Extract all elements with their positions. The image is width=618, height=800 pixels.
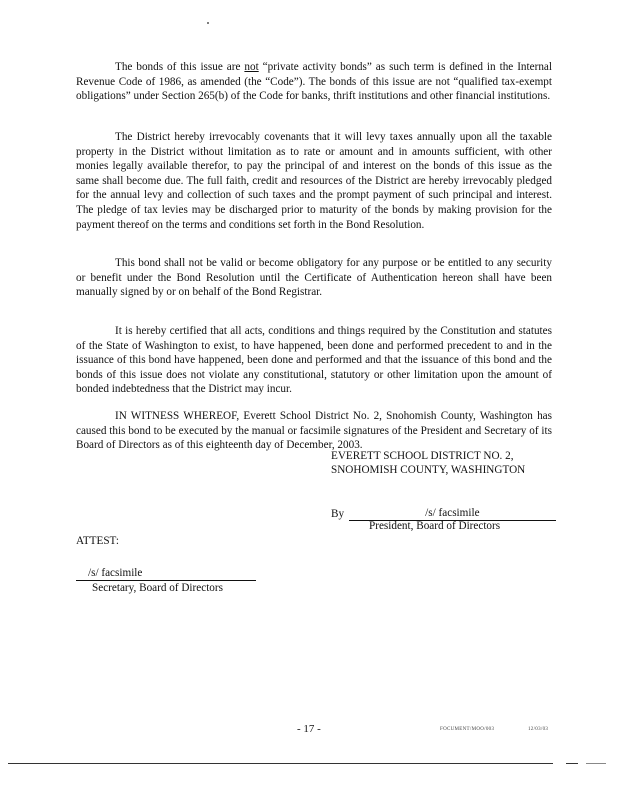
paragraph-private-activity-bonds bbox=[76, 60, 552, 104]
issuer-name-line-1: EVERETT SCHOOL DISTRICT NO. 2, bbox=[331, 450, 514, 462]
secretary-signature-row bbox=[76, 566, 256, 581]
scan-bottom-rule-fragment bbox=[566, 763, 578, 764]
paragraph-text: It is hereby certified that all acts, conditions and things required by the Constitution and statutes of the State of Washington to exist, to have happened, been done and performed precedent to and in the issuance of this bond have happened, been done and performed and that the issuance of this bond and the bonds of this issue does not violate any constitutional, statutory or other limitation upon the amount of bonded indebtedness that the District may incur. bbox=[76, 325, 552, 396]
paragraph-in-witness bbox=[76, 409, 552, 453]
secretary-signature-line bbox=[76, 566, 256, 581]
by-label: By bbox=[331, 508, 345, 520]
attest-label: ATTEST: bbox=[76, 535, 119, 547]
paragraph-validity bbox=[76, 256, 552, 300]
paragraph-text: The bonds of this issue are bbox=[115, 61, 245, 73]
underlined-word: not bbox=[244, 61, 259, 73]
paragraph-certification bbox=[76, 324, 552, 397]
paragraph-tax-covenant bbox=[76, 130, 552, 232]
paragraph-text: IN WITNESS WHEREOF, Everett School District No. 2, Snohomish County, Washington has caused this bond to be executed by the manual or facsimile signatures of the President and Secretary of its Board of Directors as of this eighteenth day of December, 2003. bbox=[76, 410, 552, 452]
scan-bottom-rule-fragment bbox=[586, 763, 606, 764]
document-date-code: 12/03/03 bbox=[528, 727, 549, 732]
scan-bottom-rule bbox=[8, 763, 553, 764]
scan-speck bbox=[207, 22, 209, 24]
paragraph-text: “private activity bonds” as such term is defined in the Internal Revenue Code of 1986, as amended (the “Code”). The bonds of this issue are not “qualified tax-exempt obligations” under Section 265(b) of the Code for banks, thrift institutions and other financial institutions. bbox=[76, 61, 552, 103]
secretary-signature: /s/ facsimile bbox=[88, 567, 143, 579]
issuer-name-line-2: SNOHOMISH COUNTY, WASHINGTON bbox=[331, 464, 526, 476]
paragraph-text: The District hereby irrevocably covenants that it will levy taxes annually upon all the taxable property in the District without limitation as to rate or amount and in amounts sufficient, with other monies legally available therefor, to pay the principal of and interest on the bonds of this issue as the same shall become due. The full faith, credit and resources of the District are hereby irrevocably pledged for the annual levy and collection of such taxes and the prompt payment of such principal and interest. The pledge of tax levies may be discharged prior to maturity of the bonds by making provision for the payment thereof on the terms and conditions set forth in the Bond Resolution. bbox=[76, 131, 552, 231]
secretary-title: Secretary, Board of Directors bbox=[92, 582, 223, 594]
president-signature: /s/ facsimile bbox=[425, 507, 480, 519]
page-number: - 17 - bbox=[297, 723, 321, 735]
paragraph-text: This bond shall not be valid or become obligatory for any purpose or be entitled to any security or benefit under the Bond Resolution until the Certificate of Authentication hereon shall have been manually signed by or on behalf of the Bond Registrar. bbox=[76, 257, 552, 299]
president-title: President, Board of Directors bbox=[369, 520, 501, 532]
document-code: FOCUMENT/MOO/003 bbox=[440, 727, 495, 732]
